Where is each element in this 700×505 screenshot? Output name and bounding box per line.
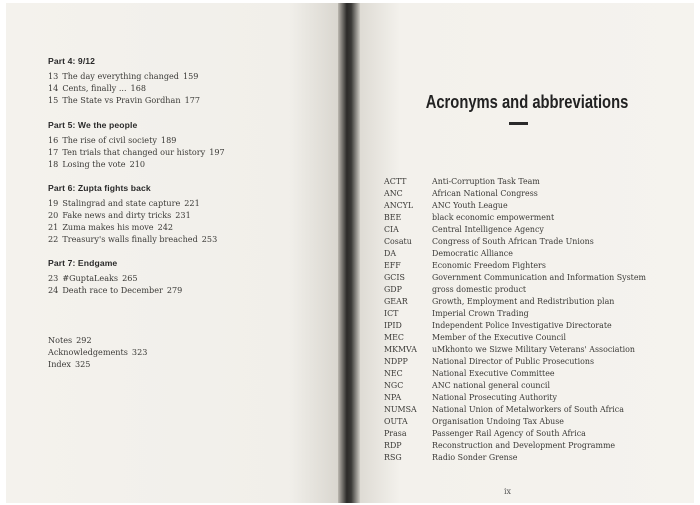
toc-entry: 18 Losing the vote 210 — [48, 159, 146, 169]
acronym-row: NUMSA National Union of Metalworkers of South Africa — [384, 405, 624, 414]
acronym-row: EFF Economic Freedom Fighters — [384, 261, 546, 270]
toc-entry: Notes 292 — [48, 335, 92, 345]
acronym-row: GCIS Government Communication and Information System — [384, 273, 646, 282]
acronym-row: ANC African National Congress — [384, 189, 538, 198]
heading-rule — [509, 122, 528, 125]
toc-entry: 21 Zuma makes his move 242 — [48, 222, 174, 232]
acronym-row: MKMVA uMkhonto we Sizwe Military Veterans' Association — [384, 345, 635, 354]
acronym-row: DA Democratic Alliance — [384, 249, 513, 258]
acronym-row: ANCYL ANC Youth League — [384, 201, 508, 210]
acronym-row: ACTT Anti-Corruption Task Team — [384, 177, 540, 186]
acronym-row: IPID Independent Police Investigative Directorate — [384, 321, 612, 330]
toc-entry: 14 Cents, finally ... 168 — [48, 83, 146, 93]
toc-back-matter — [48, 334, 151, 370]
toc-entry: 17 Ten trials that changed our history 197 — [48, 147, 225, 157]
acronym-row: NEC National Executive Committee — [384, 369, 555, 378]
toc-entry: Acknowledgements 323 — [48, 347, 148, 357]
toc-entry: 23 #GuptaLeaks 265 — [48, 273, 138, 283]
toc-entry: 13 The day everything changed 159 — [48, 71, 199, 81]
toc-part-7 — [48, 258, 186, 296]
toc-entry: 19 Stalingrad and state capture 221 — [48, 198, 200, 208]
page-title: Acronyms and abbreviations — [425, 92, 629, 112]
acronym-row: Prasa Passenger Rail Agency of South Africa — [384, 429, 586, 438]
acronym-row: NGC ANC national general council — [384, 381, 550, 390]
part-title: Part 5: We the people — [48, 120, 138, 130]
acronym-row: RSG Radio Sonder Grense — [384, 453, 518, 462]
toc-entry: 24 Death race to December 279 — [48, 285, 183, 295]
acronym-row: GEAR Growth, Employment and Redistribution plan — [384, 297, 615, 306]
part-title: Part 6: Zupta fights back — [48, 183, 151, 193]
toc-entry: 15 The State vs Pravin Gordhan 177 — [48, 95, 201, 105]
acronym-row: GDP gross domestic product — [384, 285, 527, 294]
toc-part-4 — [48, 56, 204, 106]
page-number: ix — [504, 487, 512, 496]
acronym-row: NPA National Prosecuting Authority — [384, 393, 557, 402]
part-title: Part 4: 9/12 — [48, 56, 96, 66]
acronym-row: Cosatu Congress of South African Trade Unions — [384, 237, 594, 246]
acronym-row: CIA Central Intelligence Agency — [384, 225, 544, 234]
acronym-list — [384, 176, 646, 464]
toc-entry: Index 325 — [48, 359, 91, 369]
toc-entry: 22 Treasury's walls finally breached 253 — [48, 234, 218, 244]
acronym-row: MEC Member of the Executive Council — [384, 333, 566, 342]
toc-part-5 — [48, 120, 229, 170]
toc-part-6 — [48, 183, 221, 245]
acronym-row: NDPP National Director of Public Prosecutions — [384, 357, 595, 366]
acronym-row: RDP Reconstruction and Development Programme — [384, 441, 616, 450]
acronym-row: BEE black economic empowerment — [384, 213, 555, 222]
toc-entry: 16 The rise of civil society 189 — [48, 135, 177, 145]
toc-entry: 20 Fake news and dirty tricks 231 — [48, 210, 191, 220]
part-title: Part 7: Endgame — [48, 258, 118, 268]
acronym-row: OUTA Organisation Undoing Tax Abuse — [384, 417, 564, 426]
acronym-row: ICT Imperial Crown Trading — [384, 309, 529, 318]
book-gutter — [338, 3, 360, 503]
